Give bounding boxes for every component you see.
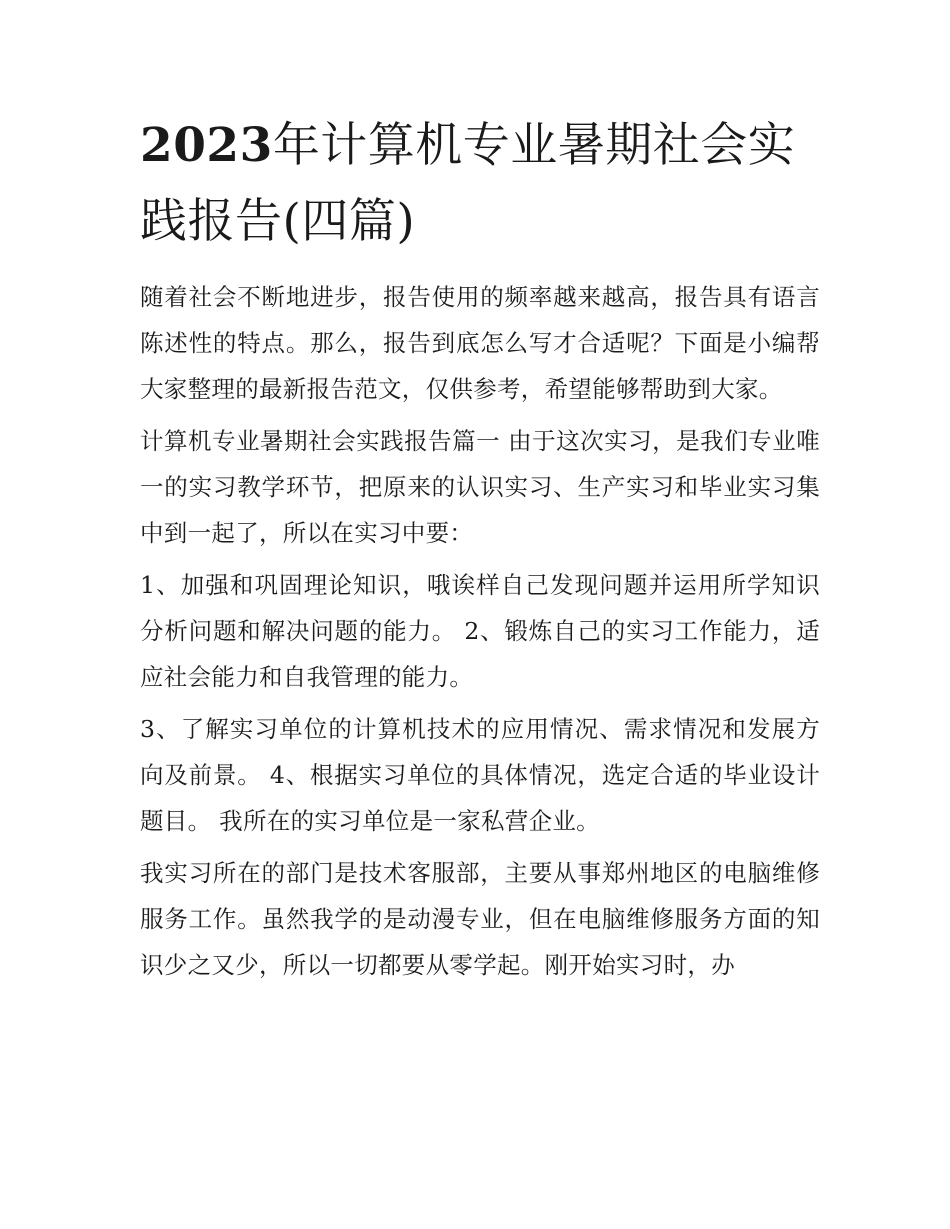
paragraph-department: 我实习所在的部门是技术客服部，主要从事郑州地区的电脑维修服务工作。虽然我学的是动漫专业，但在电脑维修服务方面的知识少之又少，所以一切都要从零学起。刚开始实习时，办	[140, 859, 820, 979]
title-text: 年计算机专业暑期社会实践报告(四篇)	[140, 118, 796, 249]
document-page	[140, 108, 820, 994]
document-title	[140, 108, 820, 260]
paragraph-item-1-2: 1、加强和巩固理论知识，哦诶样自己发现问题并运用所学知识分析问题和解决问题的能力。 2、锻炼自己的实习工作能力，适应社会能力和自我管理的能力。	[140, 571, 820, 691]
paragraph-section-one: 计算机专业暑期社会实践报告篇一 由于这次实习，是我们专业唯一的实习教学环节，把原来的认识实习、生产实习和毕业实习集中到一起了，所以在实习中要：	[140, 427, 820, 547]
paragraph-item-3-4: 3、了解实习单位的计算机技术的应用情况、需求情况和发展方向及前景。 4、根据实习单位的具体情况，选定合适的毕业设计题目。 我所在的实习单位是一家私营企业。	[140, 715, 820, 835]
paragraph-intro: 随着社会不断地进步，报告使用的频率越来越高，报告具有语言陈述性的特点。那么，报告到底怎么写才合适呢？下面是小编帮大家整理的最新报告范文，仅供参考，希望能够帮助到大家。	[140, 283, 820, 403]
title-year: 2023	[140, 118, 273, 173]
